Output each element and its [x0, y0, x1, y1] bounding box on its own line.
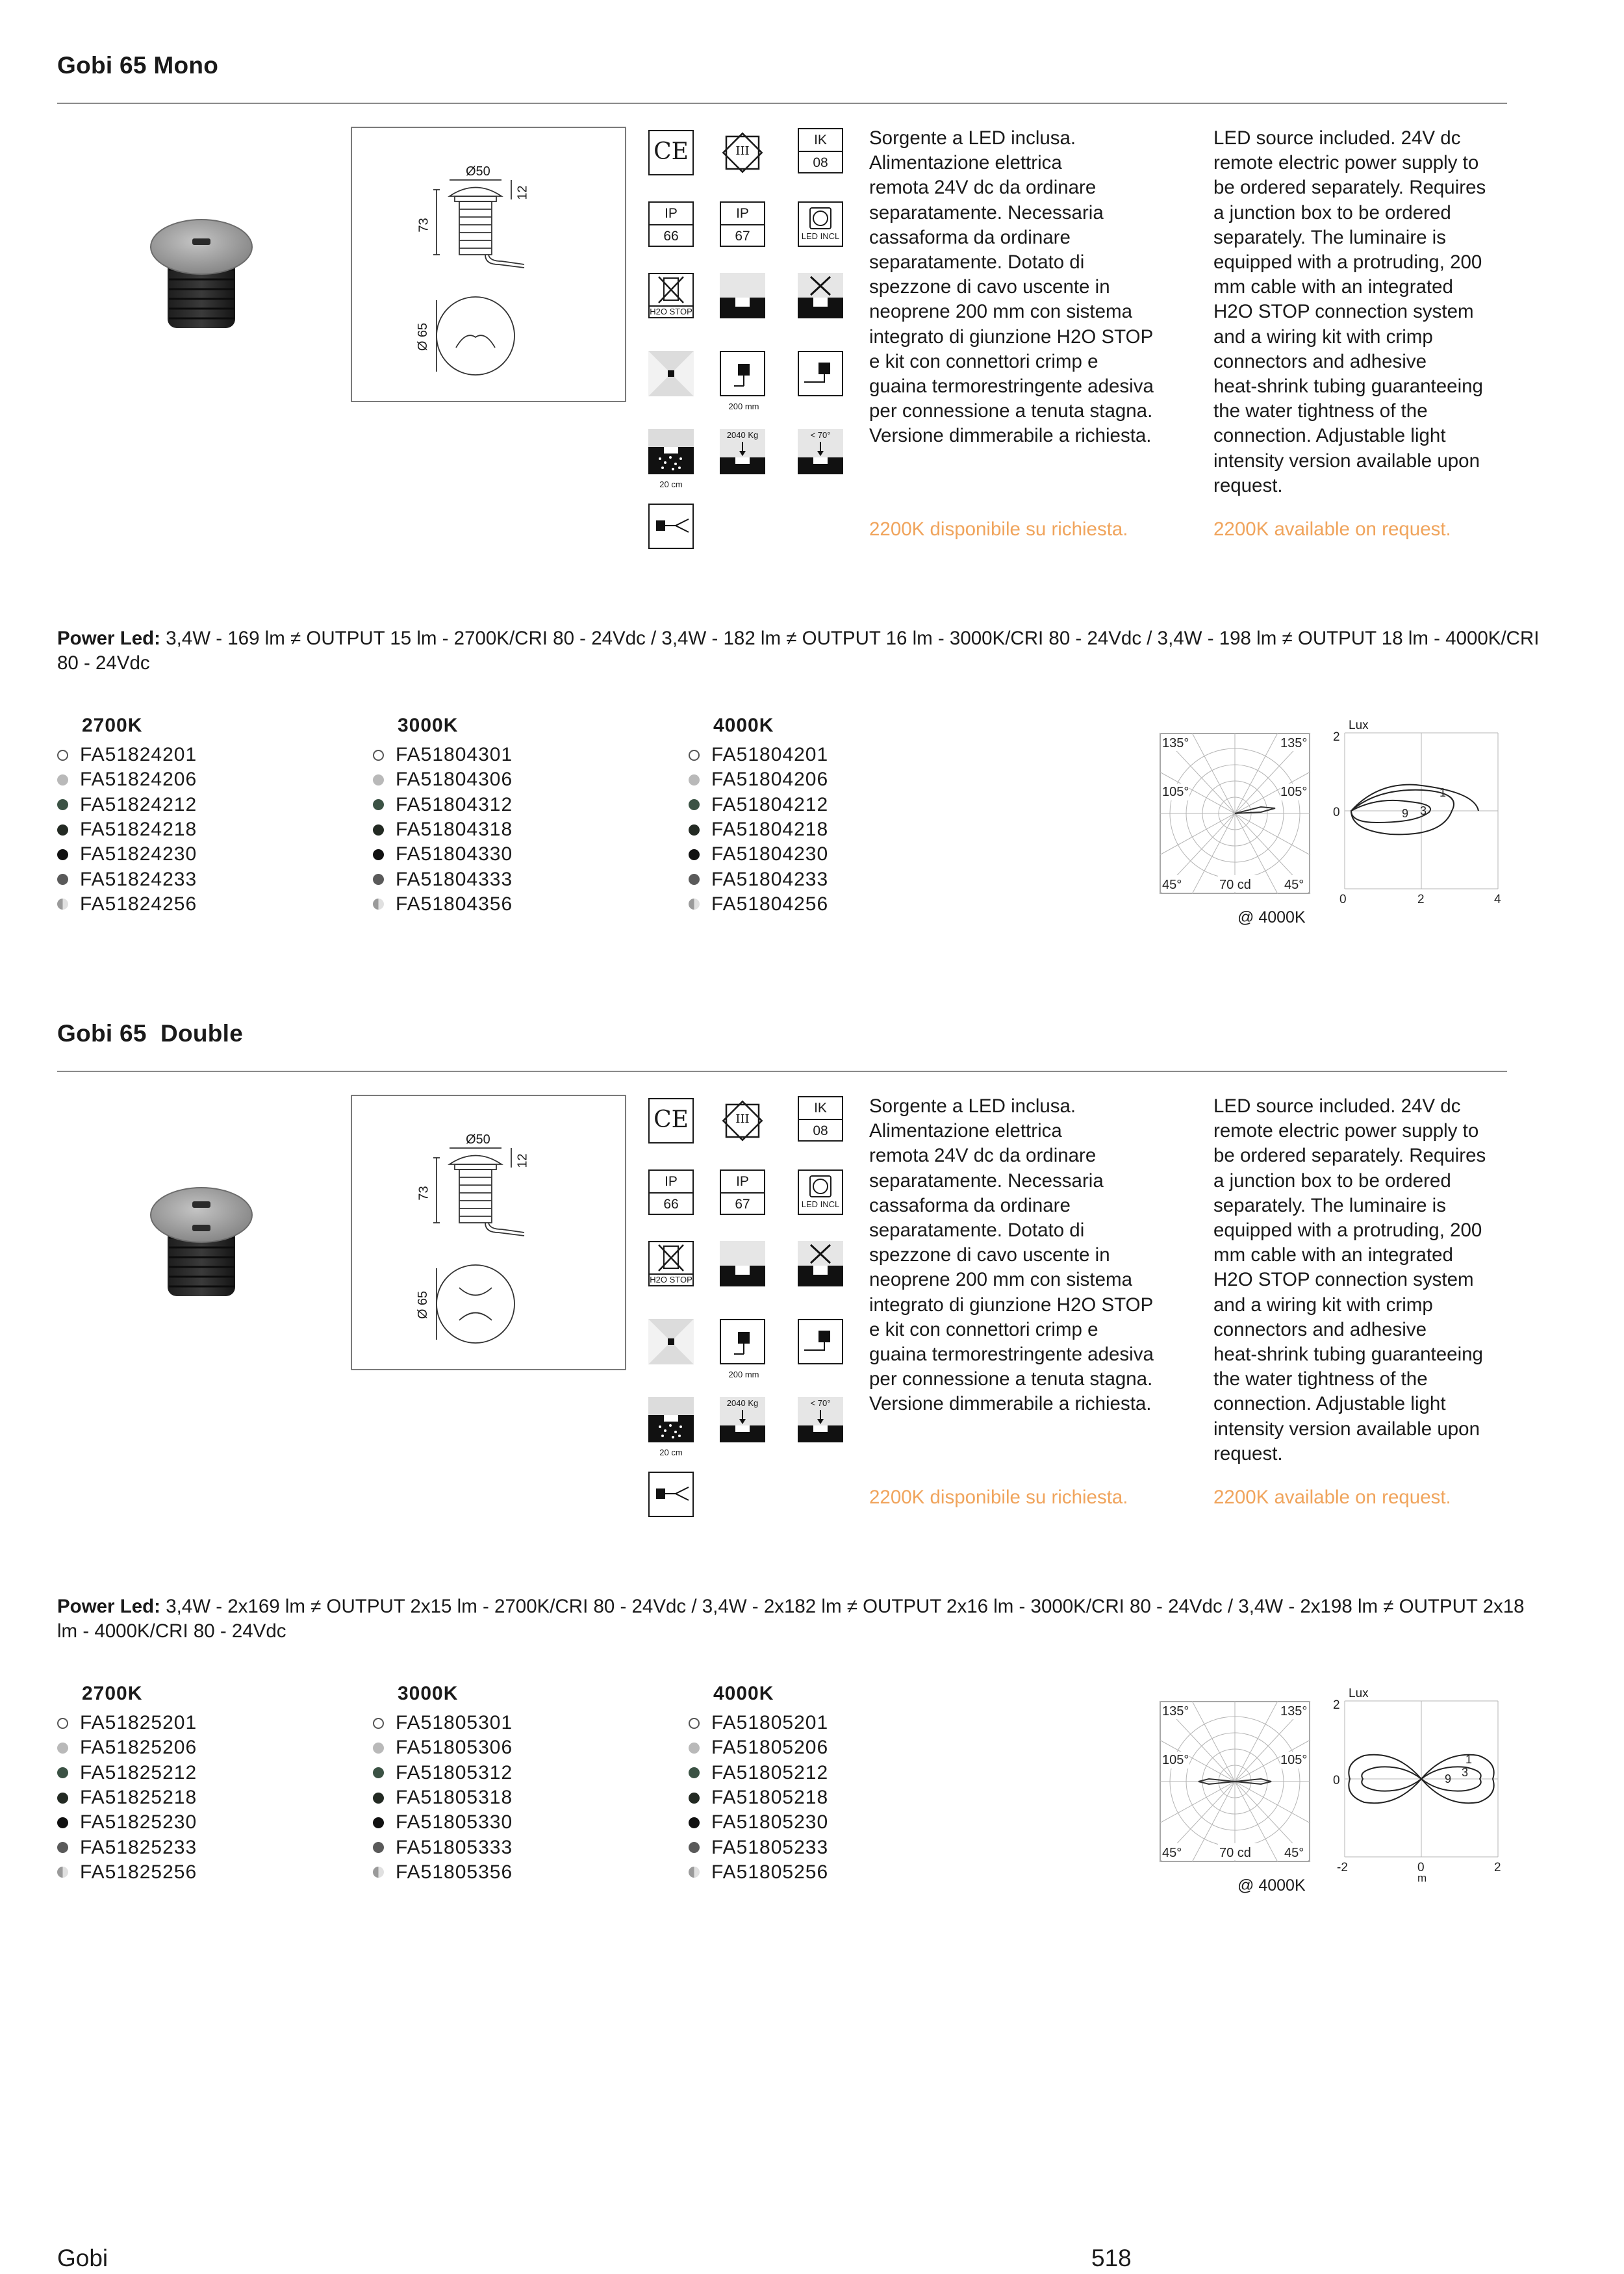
product-code: FA51825201: [80, 1712, 197, 1734]
product-code: FA51825233: [80, 1836, 197, 1858]
led-included-icon: LED INCL: [798, 201, 843, 247]
product-code-row: [373, 892, 513, 917]
finish-swatch-icon: [373, 1842, 384, 1853]
recessed-ground-icon: [720, 1241, 765, 1286]
product-code-row: [57, 767, 197, 792]
finish-swatch-icon: [689, 1817, 700, 1828]
finish-swatch-icon: [689, 1842, 700, 1853]
product-code-row: [373, 1785, 513, 1810]
finish-swatch-icon: [57, 899, 68, 910]
walkover-icon: 20 cm: [648, 429, 694, 474]
polar-angle-label: 105°: [1162, 785, 1189, 799]
product-code: FA51824230: [80, 843, 197, 865]
product-code: FA51804312: [396, 793, 513, 815]
finish-swatch-icon: [689, 1867, 700, 1878]
angle-icon: < 70°: [798, 1397, 843, 1442]
finish-swatch-icon: [689, 1793, 700, 1804]
product-code-row: [689, 1735, 828, 1760]
cct-column-header: 3000K: [398, 715, 459, 736]
finish-swatch-icon: [57, 1767, 68, 1778]
lux-y-tick: 0: [1333, 806, 1340, 819]
product-code: FA51825256: [80, 1861, 197, 1883]
dim-diameter-top: Ø50: [466, 1132, 490, 1147]
installation-icon: [648, 504, 694, 549]
product-code: FA51804230: [711, 843, 829, 865]
product-code: FA51804218: [711, 819, 829, 841]
product-code-row: [57, 743, 197, 767]
product-code-row: [689, 793, 828, 817]
lux-curve-label: 3: [1462, 1766, 1469, 1779]
polar-diagram: [1160, 733, 1315, 895]
product-section: [0, 0, 1624, 926]
polar-angle-label: 45°: [1284, 878, 1304, 892]
recessed-ground-icon: [720, 273, 765, 318]
finish-swatch-icon: [373, 1743, 384, 1754]
lux-diagram: [1325, 1687, 1507, 1884]
product-code: FA51824218: [80, 819, 197, 841]
product-code: FA51825206: [80, 1737, 197, 1759]
spot-light-icon: [648, 351, 694, 396]
finish-swatch-icon: [57, 824, 68, 836]
product-code-row: [57, 892, 197, 917]
load-icon: 2040 Kg: [720, 429, 765, 474]
connection-icon: [798, 1319, 843, 1364]
product-code: FA51824233: [80, 868, 197, 890]
product-code: FA51805206: [711, 1737, 829, 1759]
finish-swatch-icon: [373, 1718, 384, 1729]
ik08-icon: IK 08: [798, 128, 843, 173]
lux-x-tick: -2: [1337, 1861, 1348, 1874]
polar-diagram: [1160, 1701, 1315, 1863]
technical-drawing: [351, 127, 626, 402]
finish-swatch-icon: [57, 1867, 68, 1878]
ip67-icon: IP 67: [720, 201, 765, 247]
product-code: FA51824212: [80, 793, 197, 815]
footer-title: Gobi: [57, 2245, 108, 2271]
finish-swatch-icon: [373, 799, 384, 810]
installation-icon: [648, 1472, 694, 1517]
product-code: FA51804206: [711, 769, 829, 791]
finish-swatch-icon: [373, 750, 384, 761]
finish-swatch-icon: [57, 1817, 68, 1828]
description-it: Sorgente a LED inclusa. Alimentazione elettrica remota 24V dc da ordinare separatamente. Necessaria cassaforma da ordinare separatamente. Dotato di spezzone di cavo uscente in neoprene 200 mm con sistema integrato di giunzione H2O STOP e kit con connettori crimp e guaina termorestringente adesiva per connessione a tenuta stagna. Versione dimmerabile a richiesta.: [869, 1095, 1154, 1415]
product-code-row: [57, 1735, 197, 1760]
product-code-row: [57, 793, 197, 817]
product-code-row: [57, 1785, 197, 1810]
product-code: FA51825230: [80, 1811, 197, 1833]
product-code-row: [373, 1735, 513, 1760]
polar-angle-label: 105°: [1280, 1753, 1308, 1767]
finish-swatch-icon: [373, 824, 384, 836]
product-code: FA51804301: [396, 744, 513, 766]
product-code: FA51805333: [396, 1836, 513, 1858]
product-code-row: [373, 1761, 513, 1785]
lux-y-tick: 0: [1333, 1774, 1340, 1787]
finish-swatch-icon: [689, 1767, 700, 1778]
product-code: FA51805256: [711, 1861, 829, 1883]
product-code-row: [689, 1835, 828, 1860]
polar-angle-label: 135°: [1162, 1704, 1189, 1718]
product-code: FA51805356: [396, 1861, 513, 1883]
section-title: Gobi 65 Double: [57, 1020, 244, 1047]
lux-x-tick: 0: [1339, 893, 1347, 906]
polar-angle-label: 105°: [1162, 1753, 1189, 1767]
product-code-row: [373, 1711, 513, 1735]
product-code-row: [57, 867, 197, 892]
product-code: FA51805330: [396, 1811, 513, 1833]
class-iii-icon: III: [720, 1098, 765, 1143]
finish-swatch-icon: [689, 774, 700, 786]
lux-curve-label: 1: [1465, 1753, 1473, 1766]
product-section: [0, 968, 1624, 1895]
lux-unit-label: Lux: [1349, 1687, 1369, 1700]
ip67-icon: IP 67: [720, 1169, 765, 1215]
product-code: FA51805306: [396, 1737, 513, 1759]
product-code: FA51804233: [711, 868, 829, 890]
class-iii-icon: III: [720, 130, 765, 175]
finish-swatch-icon: [689, 874, 700, 885]
polar-angle-label: 45°: [1284, 1846, 1304, 1860]
finish-swatch-icon: [373, 774, 384, 786]
product-code-row: [57, 1835, 197, 1860]
finish-swatch-icon: [57, 1743, 68, 1754]
product-code-row: [689, 817, 828, 842]
product-code: FA51804306: [396, 769, 513, 791]
cct-column-header: 4000K: [713, 1683, 774, 1704]
finish-swatch-icon: [57, 799, 68, 810]
product-code-row: [689, 1860, 828, 1885]
description-en: LED source included. 24V dc remote electric power supply to be ordered separately. Requires a junction box to be ordered separately. The luminaire is equipped with a protruding, 200 mm cable with an integrated H2O STOP connection system and a wiring kit with crimp connectors and adhesive heat-shrink tubing guaranteeing the water tightness of the connection. Adjustable light intensity version available upon request.: [1213, 127, 1486, 496]
finish-swatch-icon: [689, 1743, 700, 1754]
finish-swatch-icon: [689, 750, 700, 761]
note-it: 2200K disponibile su richiesta.: [869, 1487, 1128, 1508]
finish-swatch-icon: [57, 1842, 68, 1853]
product-photo: [143, 211, 260, 335]
finish-swatch-icon: [689, 899, 700, 910]
product-code-row: [373, 817, 513, 842]
dim-flange: 12: [515, 185, 530, 200]
product-code-row: [689, 1810, 828, 1835]
product-code-row: [373, 1860, 513, 1885]
product-code-row: [373, 1835, 513, 1860]
finish-swatch-icon: [373, 1867, 384, 1878]
product-code: FA51805233: [711, 1836, 829, 1858]
no-insulation-icon: [798, 1241, 843, 1286]
angle-icon: < 70°: [798, 429, 843, 474]
finish-swatch-icon: [57, 774, 68, 786]
product-code: FA51804356: [396, 893, 513, 915]
note-en: 2200K available on request.: [1213, 518, 1451, 540]
product-code-row: [689, 1785, 828, 1810]
product-code: FA51805212: [711, 1761, 829, 1783]
technical-drawing: [351, 1095, 626, 1370]
finish-swatch-icon: [373, 899, 384, 910]
product-code-row: [57, 1810, 197, 1835]
product-code-row: [373, 767, 513, 792]
polar-angle-label: 135°: [1162, 736, 1189, 750]
finish-swatch-icon: [689, 1718, 700, 1729]
lux-curve-label: 9: [1445, 1772, 1452, 1785]
note-it: 2200K disponibile su richiesta.: [869, 518, 1128, 540]
no-insulation-icon: [798, 273, 843, 318]
product-code: FA51804330: [396, 843, 513, 865]
dim-height: 73: [416, 1186, 431, 1201]
cct-column-header: 2700K: [82, 715, 143, 736]
finish-swatch-icon: [689, 824, 700, 836]
title-rule: [57, 1071, 1507, 1072]
lux-y-tick: 2: [1333, 1698, 1340, 1712]
product-code: FA51804256: [711, 893, 829, 915]
lux-x-tick: 4: [1494, 893, 1501, 906]
lux-y-tick: 2: [1333, 730, 1340, 744]
polar-angle-label: 45°: [1162, 1846, 1182, 1860]
product-code: FA51824206: [80, 769, 197, 791]
product-code-row: [689, 1761, 828, 1785]
ce-mark-icon: CE: [648, 130, 694, 175]
load-icon: 2040 Kg: [720, 1397, 765, 1442]
product-code-row: [373, 743, 513, 767]
product-code: FA51805312: [396, 1761, 513, 1783]
finish-swatch-icon: [373, 1817, 384, 1828]
dim-diameter-bottom: Ø 65: [416, 1290, 431, 1320]
product-code-row: [689, 867, 828, 892]
polar-scale-label: 70 cd: [1219, 878, 1251, 892]
product-code-row: [57, 1711, 197, 1735]
product-code-row: [689, 1711, 828, 1735]
cable-icon: 200 mm: [720, 1319, 765, 1364]
product-photo: [143, 1179, 260, 1303]
finish-swatch-icon: [373, 874, 384, 885]
ip66-icon: IP 66: [648, 1169, 694, 1215]
dim-diameter-top: Ø50: [466, 164, 490, 179]
finish-swatch-icon: [57, 874, 68, 885]
product-code: FA51805318: [396, 1787, 513, 1809]
finish-swatch-icon: [57, 750, 68, 761]
polar-caption: @ 4000K: [1237, 1876, 1306, 1895]
polar-scale-label: 70 cd: [1219, 1846, 1251, 1860]
finish-swatch-icon: [57, 1793, 68, 1804]
finish-swatch-icon: [373, 849, 384, 860]
title-rule: [57, 103, 1507, 104]
lux-unit-label: Lux: [1349, 719, 1369, 732]
description-en: LED source included. 24V dc remote electric power supply to be ordered separately. Requires a junction box to be ordered separately. The luminaire is equipped with a protruding, 200 mm cable with an integrated H2O STOP connection system and a wiring kit with crimp connectors and adhesive heat-shrink tubing guaranteeing the water tightness of the connection. Adjustable light intensity version available upon request.: [1213, 1095, 1486, 1464]
polar-angle-label: 135°: [1280, 736, 1308, 750]
connection-icon: [798, 351, 843, 396]
ik08-icon: IK 08: [798, 1096, 843, 1142]
cct-column-header: 3000K: [398, 1683, 459, 1704]
h2o-stop-icon: H2O STOP: [648, 1241, 694, 1286]
product-code: FA51804333: [396, 868, 513, 890]
finish-swatch-icon: [689, 799, 700, 810]
lux-curve-label: 9: [1402, 807, 1409, 820]
ce-mark-icon: CE: [648, 1098, 694, 1143]
spot-light-icon: [648, 1319, 694, 1364]
power-led-spec: Power Led: 3,4W - 2x169 lm ≠ OUTPUT 2x15 lm - 2700K/CRI 80 - 24Vdc / 3,4W - 2x182 lm ≠ OUTPUT 2x16 lm - 3000K/CRI 80 - 24Vdc / 3,4W - 2x198 lm ≠ OUTPUT 2x18 lm - 4000K/CRI 80 - 24Vdc: [57, 1596, 1525, 1642]
product-code: FA51804318: [396, 819, 513, 841]
product-code: FA51805218: [711, 1787, 829, 1809]
product-code: FA51804212: [711, 793, 829, 815]
product-code-row: [689, 842, 828, 867]
lux-diagram: [1325, 720, 1507, 908]
product-code-row: [57, 1761, 197, 1785]
lux-curve-label: 1: [1440, 786, 1447, 799]
ip66-icon: IP 66: [648, 201, 694, 247]
product-code-row: [57, 842, 197, 867]
finish-swatch-icon: [373, 1767, 384, 1778]
product-code: FA51825212: [80, 1761, 197, 1783]
finish-swatch-icon: [57, 849, 68, 860]
product-code: FA51805201: [711, 1712, 829, 1734]
walkover-icon: 20 cm: [648, 1397, 694, 1442]
led-included-icon: LED INCL: [798, 1169, 843, 1215]
lux-curve-label: 3: [1420, 804, 1427, 817]
h2o-stop-icon: H2O STOP: [648, 273, 694, 318]
section-title: Gobi 65 Mono: [57, 52, 219, 79]
power-led-spec: Power Led: 3,4W - 169 lm ≠ OUTPUT 15 lm - 2700K/CRI 80 - 24Vdc / 3,4W - 182 lm ≠ OUTPUT 16 lm - 3000K/CRI 80 - 24Vdc / 3,4W - 198 lm ≠ OUTPUT 18 lm - 4000K/CRI 80 - 24Vdc: [57, 628, 1540, 674]
product-code: FA51805301: [396, 1712, 513, 1734]
dim-height: 73: [416, 218, 431, 233]
product-code: FA51804201: [711, 744, 829, 766]
product-code-row: [373, 842, 513, 867]
product-code-row: [373, 793, 513, 817]
polar-caption: @ 4000K: [1237, 908, 1306, 926]
finish-swatch-icon: [689, 849, 700, 860]
product-code-row: [373, 1810, 513, 1835]
product-code-row: [57, 817, 197, 842]
product-code: FA51805230: [711, 1811, 829, 1833]
polar-angle-label: 135°: [1280, 1704, 1308, 1718]
dim-flange: 12: [515, 1153, 530, 1168]
product-code: FA51824256: [80, 893, 197, 915]
product-code: FA51824201: [80, 744, 197, 766]
cct-column-header: 4000K: [713, 715, 774, 736]
product-code: FA51825218: [80, 1787, 197, 1809]
finish-swatch-icon: [373, 1793, 384, 1804]
lux-x-unit: m: [1417, 1872, 1427, 1884]
product-code-row: [373, 867, 513, 892]
lux-x-tick: 2: [1417, 893, 1425, 906]
product-code-row: [689, 767, 828, 792]
product-code-row: [689, 743, 828, 767]
finish-swatch-icon: [57, 1718, 68, 1729]
product-code-row: [689, 892, 828, 917]
lux-x-tick: 2: [1494, 1861, 1501, 1874]
product-code-row: [57, 1860, 197, 1885]
description-it: Sorgente a LED inclusa. Alimentazione elettrica remota 24V dc da ordinare separatamente. Necessaria cassaforma da ordinare separatamente. Dotato di spezzone di cavo uscente in neoprene 200 mm con sistema integrato di giunzione H2O STOP e kit con connettori crimp e guaina termorestringente adesiva per connessione a tenuta stagna. Versione dimmerabile a richiesta.: [869, 127, 1154, 447]
cct-column-header: 2700K: [82, 1683, 143, 1704]
lux-x-tick: 0: [1417, 1861, 1425, 1874]
dim-diameter-bottom: Ø 65: [416, 322, 431, 351]
note-en: 2200K available on request.: [1213, 1487, 1451, 1508]
polar-angle-label: 105°: [1280, 785, 1308, 799]
cable-icon: 200 mm: [720, 351, 765, 396]
page-number: 518: [1091, 2245, 1132, 2271]
polar-angle-label: 45°: [1162, 878, 1182, 892]
